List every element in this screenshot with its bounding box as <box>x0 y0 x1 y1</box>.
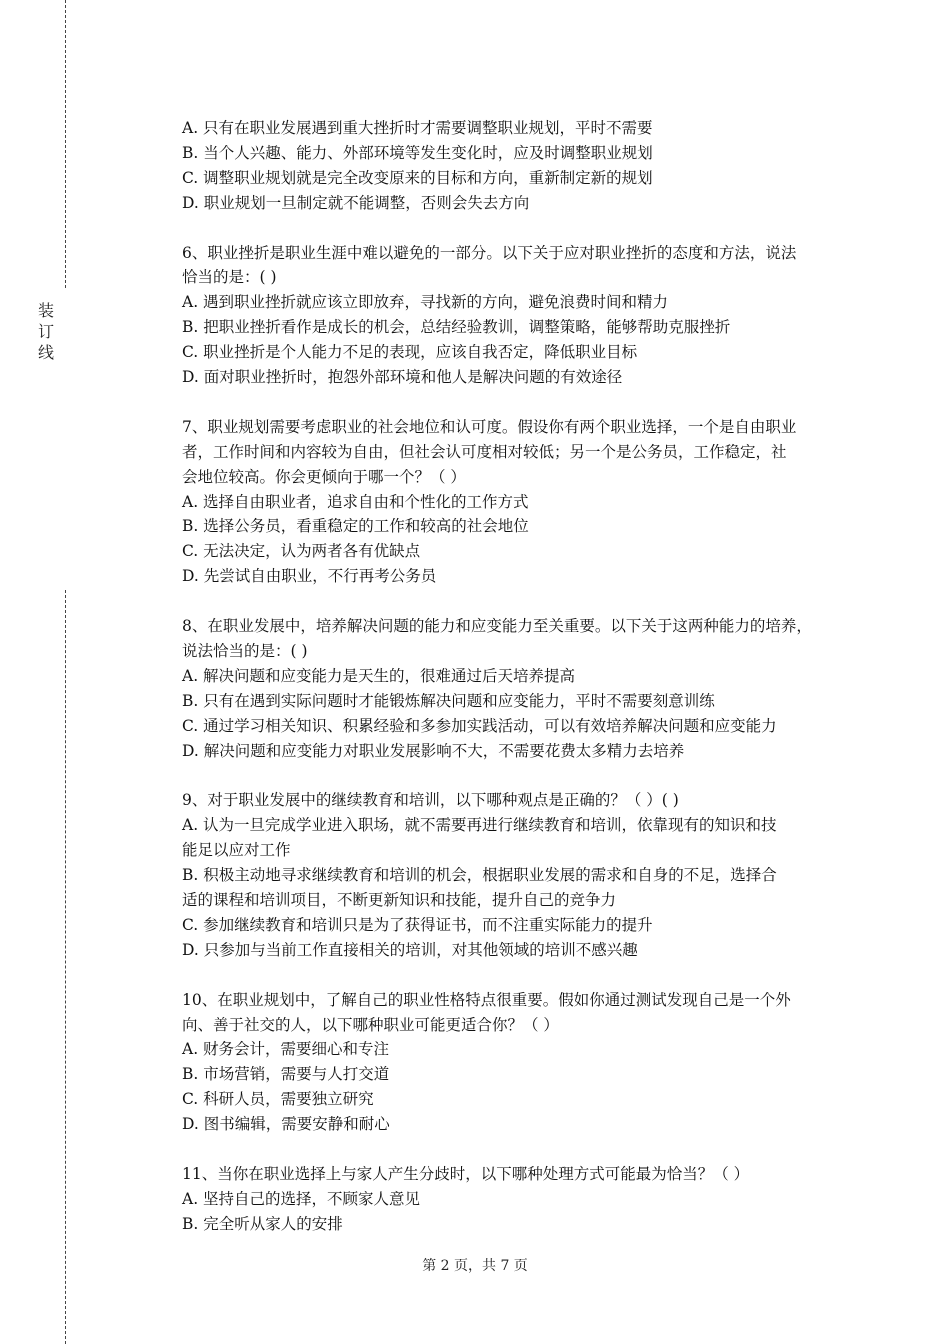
question-line: D. 职业规划一旦制定就不能调整，否则会失去方向 <box>182 193 530 212</box>
binding-dashed-line-bottom <box>65 590 66 1344</box>
binding-dashed-line-top <box>65 0 66 288</box>
question-line: A. 遇到职业挫折就应该立即放弃，寻找新的方向，避免浪费时间和精力 <box>182 293 669 312</box>
question-line: 恰当的是：( ) <box>182 268 277 287</box>
question-line: 适的课程和培训项目，不断更新知识和技能，提升自己的竞争力 <box>182 891 617 910</box>
question-line: B. 完全听从家人的安排 <box>182 1214 343 1233</box>
binding-char: 订 <box>37 322 54 341</box>
question-line: 8、在职业发展中，培养解决问题的能力和应变能力至关重要。以下关于这两种能力的培养， <box>182 617 812 636</box>
question-block-q5-options <box>182 116 852 216</box>
question-line: B. 积极主动地寻求继续教育和培训的机会，根据职业发展的需求和自身的不足，选择合 <box>182 866 777 885</box>
question-line: C. 调整职业规划就是完全改变原来的目标和方向，重新制定新的规划 <box>182 168 653 187</box>
binding-char: 装 <box>37 301 54 320</box>
question-block-q9 <box>182 788 852 962</box>
question-block-q7 <box>182 415 852 589</box>
question-line: D. 面对职业挫折时，抱怨外部环境和他人是解决问题的有效途径 <box>182 368 623 387</box>
question-line: C. 无法决定，认为两者各有优缺点 <box>182 542 421 561</box>
question-line: 11、当你在职业选择上与家人产生分歧时，以下哪种处理方式可能最为恰当？（ ） <box>182 1164 750 1183</box>
question-line: A. 只有在职业发展遇到重大挫折时才需要调整职业规划，平时不需要 <box>182 119 653 137</box>
question-line: B. 市场营销，需要与人打交道 <box>182 1065 390 1084</box>
question-block-q10 <box>182 988 852 1137</box>
binding-label <box>36 300 56 363</box>
question-line: A. 选择自由职业者，追求自由和个性化的工作方式 <box>182 492 529 511</box>
question-line: B. 只有在遇到实际问题时才能锻炼解决问题和应变能力，平时不需要刻意训练 <box>182 691 715 710</box>
question-line: A. 坚持自己的选择，不顾家人意见 <box>182 1189 421 1208</box>
question-block-q8 <box>182 614 852 763</box>
question-line: D. 解决问题和应变能力对职业发展影响不大，不需要花费太多精力去培养 <box>182 741 685 760</box>
question-line: 10、在职业规划中，了解自己的职业性格特点很重要。假如你通过测试发现自己是一个外 <box>182 990 791 1009</box>
question-line: 说法恰当的是：( ) <box>182 641 308 660</box>
question-line: 6、职业挫折是职业生涯中难以避免的一部分。以下关于应对职业挫折的态度和方法，说法 <box>182 243 797 262</box>
question-line: C. 参加继续教育和培训只是为了获得证书，而不注重实际能力的提升 <box>182 915 653 934</box>
question-line: D. 先尝试自由职业，不行再考公务员 <box>182 567 437 586</box>
question-line: 者，工作时间和内容较为自由，但社会认可度相对较低；另一个是公务员，工作稳定，社 <box>182 442 787 461</box>
question-line: B. 把职业挫折看作是成长的机会，总结经验教训，调整策略，能够帮助克服挫折 <box>182 318 731 337</box>
question-content <box>182 116 852 1237</box>
question-line: A. 解决问题和应变能力是天生的，很难通过后天培养提高 <box>182 666 576 685</box>
question-line: C. 科研人员，需要独立研究 <box>182 1090 374 1109</box>
question-line: A. 财务会计，需要细心和专注 <box>182 1040 390 1059</box>
question-line: B. 当个人兴趣、能力、外部环境等发生变化时，应及时调整职业规划 <box>182 143 653 162</box>
question-block-q6 <box>182 241 852 390</box>
page-footer: 第 2 页，共 7 页 <box>422 1258 528 1274</box>
question-line: 向、善于社交的人，以下哪种职业可能更适合你？（ ） <box>182 1015 559 1034</box>
question-line: 能足以应对工作 <box>182 841 291 860</box>
question-line: 会地位较高。你会更倾向于哪一个？（ ） <box>182 467 466 486</box>
question-line: C. 通过学习相关知识、积累经验和多参加实践活动，可以有效培养解决问题和应变能力 <box>182 716 777 735</box>
question-line: D. 图书编辑，需要安静和耐心 <box>182 1115 390 1134</box>
question-block-q11 <box>182 1162 852 1237</box>
binding-char: 线 <box>37 343 54 362</box>
question-line: 7、职业规划需要考虑职业的社会地位和认可度。假设你有两个职业选择，一个是自由职业 <box>182 417 797 436</box>
question-line: B. 选择公务员，看重稳定的工作和较高的社会地位 <box>182 517 529 536</box>
question-line: A. 认为一旦完成学业进入职场，就不需要再进行继续教育和培训，依靠现有的知识和技 <box>182 816 777 835</box>
question-line: C. 职业挫折是个人能力不足的表现，应该自我否定，降低职业目标 <box>182 343 638 362</box>
question-line: D. 只参加与当前工作直接相关的培训，对其他领域的培训不感兴趣 <box>182 940 638 959</box>
question-line: 9、对于职业发展中的继续教育和培训，以下哪种观点是正确的？（ ）( ) <box>182 791 679 810</box>
